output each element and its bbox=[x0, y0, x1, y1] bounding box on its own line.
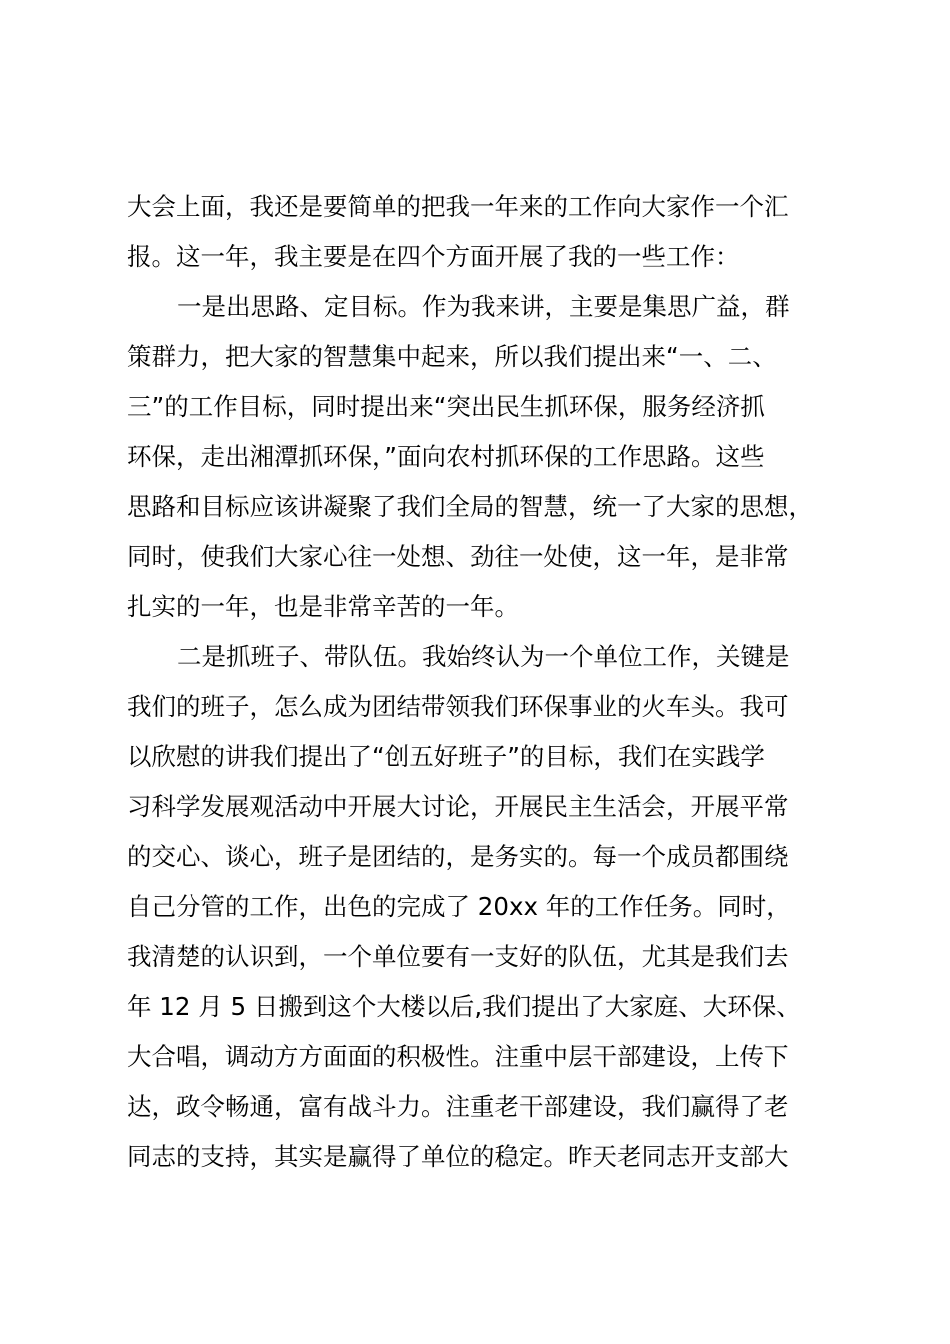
text-line-6: 环保，走出湘潭抓环保，”面向农村抓环保的工作思路。这些 bbox=[127, 442, 765, 471]
text-line-20: 同志的支持，其实是赢得了单位的稳定。昨天老同志开支部大 bbox=[127, 1142, 789, 1171]
text-line-7: 思路和目标应该讲凝聚了我们全局的智慧，统一了大家的思想， bbox=[127, 492, 813, 521]
text-line-8: 同时，使我们大家心往一处想、劲往一处使，这一年，是非常 bbox=[127, 542, 789, 571]
text-line-9: 扎实的一年，也是非常辛苦的一年。 bbox=[127, 592, 519, 621]
document-body bbox=[127, 182, 857, 1182]
paragraph-1-first-line: 一是出思路、定目标。作为我来讲，主要是集思广益，群 bbox=[177, 292, 790, 321]
text-line-1: 大会上面，我还是要简单的把我一年来的工作向大家作一个汇 bbox=[127, 192, 789, 221]
text-line-17: 年 12 月 5 日搬到这个大楼以后,我们提出了大家庭、大环保、 bbox=[127, 992, 801, 1021]
text-line-16: 我清楚的认识到，一个单位要有一支好的队伍，尤其是我们去 bbox=[127, 942, 789, 971]
text-line-4: 策群力，把大家的智慧集中起来，所以我们提出来“一、二、 bbox=[127, 342, 777, 371]
text-line-5: 三”的工作目标，同时提出来“突出民生抓环保，服务经济抓 bbox=[127, 392, 765, 421]
text-line-2: 报。这一年，我主要是在四个方面开展了我的一些工作： bbox=[127, 242, 740, 271]
text-line-14: 的交心、谈心，班子是团结的，是务实的。每一个成员都围绕 bbox=[127, 842, 789, 871]
text-line-15: 自己分管的工作，出色的完成了 20xx 年的工作任务。同时， bbox=[127, 892, 791, 921]
paragraph-2-first-line: 二是抓班子、带队伍。我始终认为一个单位工作，关键是 bbox=[177, 642, 790, 671]
text-line-11: 我们的班子，怎么成为团结带领我们环保事业的火车头。我可 bbox=[127, 692, 789, 721]
text-line-12: 以欣慰的讲我们提出了“创五好班子”的目标，我们在实践学 bbox=[127, 742, 765, 771]
text-line-13: 习科学发展观活动中开展大讨论，开展民主生活会，开展平常 bbox=[127, 792, 789, 821]
text-line-19: 达，政令畅通，富有战斗力。注重老干部建设，我们赢得了老 bbox=[127, 1092, 789, 1121]
text-line-18: 大合唱，调动方方面面的积极性。注重中层干部建设，上传下 bbox=[127, 1042, 789, 1071]
